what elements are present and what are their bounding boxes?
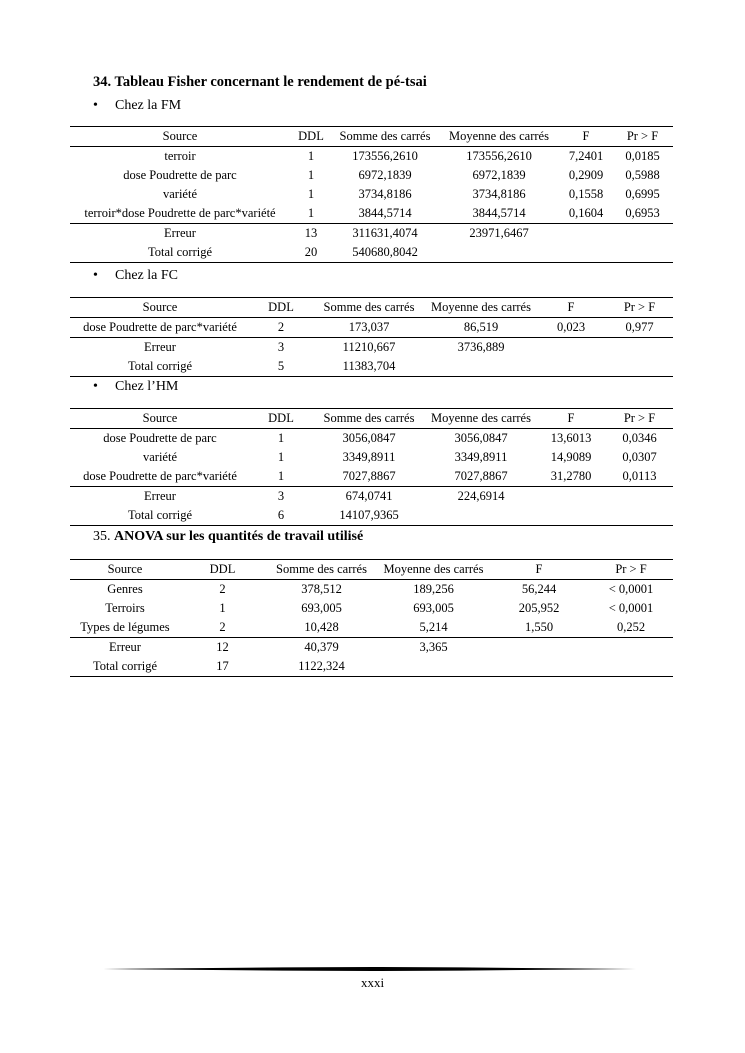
footer-rule <box>103 967 641 971</box>
table-row <box>70 638 673 658</box>
table-cell <box>536 506 606 526</box>
column-header: DDL <box>290 127 332 147</box>
table-cell: 0,023 <box>536 318 606 338</box>
bullet-icon: • <box>93 268 98 283</box>
table-row <box>70 243 673 263</box>
table-cell: 17 <box>180 657 265 677</box>
table-cell: 13 <box>304 226 318 240</box>
table-cell: 5 <box>250 357 312 377</box>
column-header: Source <box>70 127 290 147</box>
table-cell: 0,1558 <box>568 187 604 201</box>
table-row <box>70 506 673 526</box>
table-cell: 6972,1839 <box>472 168 526 182</box>
anova-title: ANOVA sur les quantités de travail utilisé <box>114 529 364 544</box>
page-number: xxxi <box>360 975 385 990</box>
column-header: Moyenne des carrés <box>438 127 560 147</box>
table-cell: 224,6914 <box>457 489 505 503</box>
column-header: DDL <box>250 298 312 318</box>
table-cell: 0,0185 <box>625 149 660 163</box>
table-cell: Erreur <box>164 226 196 240</box>
table-cell: 1122,324 <box>265 657 378 677</box>
bullet-fm <box>93 98 181 114</box>
bullet-fc <box>93 268 178 284</box>
table-cell: Total corrigé <box>70 657 180 677</box>
table-cell: 3 <box>277 340 285 354</box>
table-cell: 0,252 <box>589 618 673 638</box>
table-cell <box>438 243 560 263</box>
table-cell: 2 <box>250 318 312 338</box>
table-cell: 3056,0847 <box>454 431 508 445</box>
table-cell: 3734,8186 <box>358 187 412 201</box>
column-header: Pr > F <box>589 560 673 580</box>
table-row <box>70 318 673 338</box>
table-cell: 1,550 <box>489 618 589 638</box>
table-cell: 0,2909 <box>568 168 604 182</box>
table-cell: 2 <box>219 582 226 596</box>
table-cell: 3056,0847 <box>342 431 396 445</box>
table-cell: 173556,2610 <box>352 149 418 163</box>
table-cell: Erreur <box>144 489 176 503</box>
table-cell: 189,256 <box>413 582 454 596</box>
table-cell: 40,379 <box>304 640 339 654</box>
column-header: Moyenne des carrés <box>426 298 536 318</box>
table-cell: 693,005 <box>301 601 342 615</box>
table-cell <box>560 224 612 244</box>
table-cell: 3734,8186 <box>472 187 526 201</box>
table-row <box>70 429 673 449</box>
table-row <box>70 147 673 167</box>
table-cell: < 0,0001 <box>608 601 654 615</box>
bullet-icon: • <box>93 98 98 113</box>
table-cell <box>426 357 536 377</box>
table-cell: 205,952 <box>518 601 560 615</box>
table-cell: 0,6953 <box>612 204 673 224</box>
table-row <box>70 467 673 487</box>
table-cell: terroir <box>164 149 196 163</box>
table-cell: 11210,667 <box>342 340 396 354</box>
column-header: F <box>536 298 606 318</box>
column-header: Source <box>70 298 250 318</box>
table-row <box>70 224 673 244</box>
table-cell: 7,2401 <box>568 149 604 163</box>
table-cell: 173556,2610 <box>466 149 532 163</box>
table-cell: 3736,889 <box>457 340 505 354</box>
table-cell <box>606 506 673 526</box>
table-cell <box>589 638 673 658</box>
table-header-row <box>70 127 673 147</box>
table-cell: 13,6013 <box>550 431 592 445</box>
table-cell: terroir*dose Poudrette de parc*variété <box>70 204 290 224</box>
table-cell: 1 <box>307 187 315 201</box>
table-cell: 3,365 <box>419 640 448 654</box>
table-cell <box>536 487 606 507</box>
table-cell: 1 <box>277 450 285 464</box>
column-header: Moyenne des carrés <box>378 560 489 580</box>
table-cell: Total corrigé <box>70 357 250 377</box>
table-row <box>70 618 673 638</box>
table-cell: 0,0113 <box>606 467 673 487</box>
table-cell: 6 <box>250 506 312 526</box>
column-header: Moyenne des carrés <box>426 409 536 429</box>
column-header: F <box>489 560 589 580</box>
table-row <box>70 599 673 618</box>
table-cell <box>536 357 606 377</box>
column-header: F <box>536 409 606 429</box>
table-cell: 23971,6467 <box>469 226 529 240</box>
table-cell: 3844,5714 <box>438 204 560 224</box>
table-cell: 3 <box>277 489 285 503</box>
table-cell <box>612 224 673 244</box>
table-cell: 1 <box>219 601 226 615</box>
table-cell: Erreur <box>109 640 141 654</box>
table-cell: 1 <box>277 431 285 445</box>
table-cell: 693,005 <box>413 601 454 615</box>
column-header: Pr > F <box>606 298 673 318</box>
table-anova <box>70 559 673 677</box>
bullet-hm-label: Chez l’HM <box>115 379 179 394</box>
table-row <box>70 487 673 507</box>
table-cell: 2 <box>180 618 265 638</box>
table-cell <box>606 338 673 358</box>
table-header-row <box>70 298 673 318</box>
table-cell: Types de légumes <box>70 618 180 638</box>
column-header: Source <box>70 560 180 580</box>
bullet-fc-label: Chez la FC <box>115 268 178 283</box>
table-cell: Genres <box>107 582 143 596</box>
table-cell: 0,0346 <box>622 431 657 445</box>
table-row <box>70 448 673 467</box>
table-cell: dose Poudrette de parc*variété <box>70 318 250 338</box>
table-cell: 56,244 <box>521 582 557 596</box>
column-header: Somme des carrés <box>265 560 378 580</box>
column-header: F <box>560 127 612 147</box>
column-header: Pr > F <box>606 409 673 429</box>
table-cell: 14107,9365 <box>312 506 426 526</box>
table-cell: 0,977 <box>606 318 673 338</box>
table-row <box>70 204 673 224</box>
table-cell: variété <box>162 187 197 201</box>
table-header-row <box>70 560 673 580</box>
table-hm <box>70 408 673 526</box>
table-cell <box>606 487 673 507</box>
column-header: DDL <box>250 409 312 429</box>
table-cell: 5,214 <box>378 618 489 638</box>
table-cell: Erreur <box>144 340 176 354</box>
table-cell: dose Poudrette de parc <box>123 168 237 182</box>
table-fc <box>70 297 673 377</box>
table-cell: 173,037 <box>312 318 426 338</box>
table-cell <box>589 657 673 677</box>
table-cell: 31,2780 <box>536 467 606 487</box>
table-cell: 20 <box>290 243 332 263</box>
table-row <box>70 357 673 377</box>
table-cell: 0,5988 <box>625 168 660 182</box>
column-header: Somme des carrés <box>312 298 426 318</box>
table-cell: 3349,8911 <box>342 450 396 464</box>
bullet-fm-label: Chez la FM <box>115 98 182 113</box>
table-cell: 0,1604 <box>560 204 612 224</box>
section-heading: 34. Tableau Fisher concernant le rendement de pé-tsai <box>93 74 427 90</box>
table-cell: 674,0741 <box>345 489 393 503</box>
column-header: Pr > F <box>612 127 673 147</box>
table-header-row <box>70 409 673 429</box>
table-cell: 378,512 <box>301 582 342 596</box>
table-row <box>70 166 673 185</box>
table-fm <box>70 126 673 263</box>
table-cell: 10,428 <box>265 618 378 638</box>
table-cell: 0,0307 <box>622 450 657 464</box>
anova-heading <box>93 529 363 545</box>
table-cell: dose Poudrette de parc*variété <box>70 467 250 487</box>
table-row <box>70 338 673 358</box>
column-header: DDL <box>180 560 265 580</box>
anova-number: 35. <box>93 529 111 544</box>
table-cell: Total corrigé <box>70 243 290 263</box>
table-cell: dose Poudrette de parc <box>103 431 217 445</box>
table-cell <box>536 338 606 358</box>
table-cell: 311631,4074 <box>352 226 418 240</box>
table-cell: 14,9089 <box>550 450 592 464</box>
table-cell <box>378 657 489 677</box>
table-cell: 12 <box>216 640 229 654</box>
table-row <box>70 185 673 204</box>
table-cell: 3349,8911 <box>454 450 508 464</box>
table-cell: < 0,0001 <box>608 582 654 596</box>
table-cell: Terroirs <box>105 601 145 615</box>
table-cell: 1 <box>250 467 312 487</box>
table-cell: 1 <box>307 168 315 182</box>
table-cell: 1 <box>307 149 315 163</box>
table-row <box>70 580 673 600</box>
column-header: Source <box>70 409 250 429</box>
table-cell <box>489 638 589 658</box>
table-cell: variété <box>142 450 177 464</box>
table-cell: 0,6995 <box>625 187 660 201</box>
table-cell: 7027,8867 <box>426 467 536 487</box>
table-row <box>70 657 673 677</box>
column-header: Somme des carrés <box>332 127 438 147</box>
table-cell <box>489 657 589 677</box>
table-cell: 540680,8042 <box>332 243 438 263</box>
table-cell: Total corrigé <box>70 506 250 526</box>
table-cell <box>426 506 536 526</box>
table-cell: 86,519 <box>426 318 536 338</box>
bullet-icon: • <box>93 379 98 394</box>
table-cell: 3844,5714 <box>332 204 438 224</box>
table-cell <box>612 243 673 263</box>
table-cell <box>560 243 612 263</box>
table-cell: 7027,8867 <box>312 467 426 487</box>
bullet-hm <box>93 379 178 395</box>
table-cell <box>606 357 673 377</box>
table-cell: 11383,704 <box>312 357 426 377</box>
table-cell: 6972,1839 <box>358 168 412 182</box>
table-cell: 1 <box>290 204 332 224</box>
column-header: Somme des carrés <box>312 409 426 429</box>
